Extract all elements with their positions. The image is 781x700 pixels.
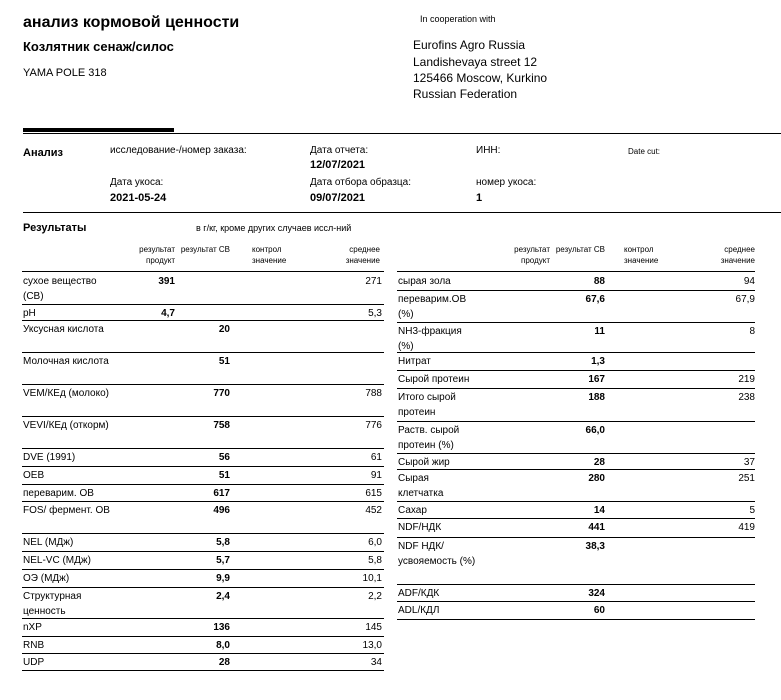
row-divider bbox=[22, 320, 384, 321]
report-subtitle: Козлятник сенаж/силос bbox=[23, 39, 174, 54]
value-average: 271 bbox=[365, 276, 382, 287]
value-dm: 441 bbox=[588, 522, 605, 533]
cut-number-label: номер укоса: bbox=[476, 177, 537, 188]
section-bar bbox=[23, 128, 174, 132]
row-divider bbox=[22, 352, 384, 353]
value-dm: 67,6 bbox=[585, 294, 605, 305]
col-header-product: результат продукт bbox=[139, 245, 175, 265]
row-label: сырая зола bbox=[398, 276, 451, 287]
row-label: OEB bbox=[23, 470, 45, 481]
cooperation-label: In cooperation with bbox=[420, 14, 496, 24]
row-label: переварим. ОВ bbox=[23, 488, 94, 499]
date-cut-label: Date cut: bbox=[628, 147, 661, 156]
value-average: 6,0 bbox=[368, 537, 382, 548]
value-dm: 51 bbox=[218, 356, 230, 367]
value-average: 34 bbox=[370, 657, 382, 668]
row-divider bbox=[397, 518, 755, 519]
row-label: ADF/КДК bbox=[398, 588, 440, 599]
col-header-control: контрол значение bbox=[252, 245, 287, 265]
row-divider bbox=[22, 636, 384, 637]
value-dm: 11 bbox=[594, 326, 605, 337]
value-average: 788 bbox=[365, 388, 382, 399]
value-average: 419 bbox=[738, 522, 755, 533]
cut-number: 1 bbox=[476, 192, 483, 204]
row-label: NEL-VC (МДж) bbox=[23, 555, 91, 566]
value-average: 238 bbox=[738, 392, 755, 403]
value-dm: 66,0 bbox=[585, 425, 605, 436]
value-dm: 56 bbox=[218, 452, 230, 463]
col-header-product: результат продукт bbox=[514, 245, 550, 265]
row-label: NEL (МДж) bbox=[23, 537, 74, 548]
value-dm: 28 bbox=[593, 457, 605, 468]
value-dm: 5,8 bbox=[216, 537, 230, 548]
row-divider bbox=[397, 601, 755, 602]
report-title: анализ кормовой ценности bbox=[23, 14, 240, 31]
col-header-average: среднее значение bbox=[720, 245, 755, 265]
harvest-date-label: Дата укоса: bbox=[110, 177, 164, 188]
value-average: 5,8 bbox=[368, 555, 382, 566]
value-dm: 51 bbox=[218, 470, 230, 481]
row-label: Молочная кислота bbox=[23, 356, 109, 367]
col-header-dm: результат СВ bbox=[555, 245, 605, 254]
value-average: 5 bbox=[749, 505, 755, 516]
value-average: 145 bbox=[365, 622, 382, 633]
value-average: 615 bbox=[365, 488, 382, 499]
row-divider bbox=[397, 453, 755, 454]
value-average: 13,0 bbox=[362, 640, 382, 651]
value-dm: 136 bbox=[213, 622, 230, 633]
row-divider bbox=[22, 304, 384, 305]
row-label: Уксусная кислота bbox=[23, 324, 104, 335]
value-dm: 5,7 bbox=[216, 555, 230, 566]
value-dm: 88 bbox=[593, 276, 605, 287]
value-average: 37 bbox=[743, 457, 755, 468]
value-dm: 14 bbox=[593, 505, 605, 516]
value-dm: 617 bbox=[213, 488, 230, 499]
row-label: VEM/КЕд (молоко) bbox=[23, 388, 109, 399]
sampling-date: 09/07/2021 bbox=[310, 192, 366, 204]
value-dm: 280 bbox=[588, 473, 605, 484]
value-product: 4,7 bbox=[161, 308, 175, 319]
row-divider bbox=[22, 653, 384, 654]
row-divider bbox=[397, 619, 755, 620]
analysis-section-label: Анализ bbox=[23, 147, 63, 159]
row-label: Итого сырой протеин bbox=[398, 392, 456, 418]
value-average: 452 bbox=[365, 505, 382, 516]
row-divider bbox=[397, 271, 755, 272]
row-divider bbox=[22, 551, 384, 552]
order-label: исследование-/номер заказа: bbox=[110, 145, 247, 156]
row-label: Структурная ценность bbox=[23, 591, 82, 617]
row-divider bbox=[22, 416, 384, 417]
row-divider bbox=[22, 670, 384, 671]
value-dm: 9,9 bbox=[216, 573, 230, 584]
col-header-control: контрол значение bbox=[624, 245, 659, 265]
cooperation-line: 125466 Moscow, Kurkino bbox=[413, 71, 548, 85]
value-dm: 2,4 bbox=[216, 591, 230, 602]
row-divider bbox=[22, 618, 384, 619]
row-divider bbox=[22, 501, 384, 502]
row-label: RNB bbox=[23, 640, 45, 651]
divider bbox=[23, 212, 781, 213]
row-divider bbox=[22, 587, 384, 588]
cooperation-line: Russian Federation bbox=[413, 87, 518, 101]
value-average: 67,9 bbox=[735, 294, 755, 305]
row-divider bbox=[397, 352, 755, 353]
report-date: 12/07/2021 bbox=[310, 159, 366, 171]
value-dm: 60 bbox=[593, 605, 605, 616]
row-divider bbox=[397, 501, 755, 502]
row-label: Раств. сырой протеин (%) bbox=[398, 425, 460, 451]
sampling-date-label: Дата отбора образца: bbox=[310, 177, 411, 188]
row-divider bbox=[22, 448, 384, 449]
row-label: сухое вещество (СВ) bbox=[23, 276, 97, 302]
row-label: Сырой протеин bbox=[398, 374, 470, 385]
row-divider bbox=[22, 533, 384, 534]
row-label: NDF НДК/усвояемость (%) bbox=[398, 541, 476, 567]
value-average: 5,3 bbox=[368, 308, 382, 319]
row-label: NDF/НДК bbox=[398, 522, 442, 533]
harvest-date: 2021-05-24 bbox=[110, 192, 167, 204]
value-average: 8 bbox=[749, 326, 755, 337]
row-label: Сырая клетчатка bbox=[398, 473, 444, 499]
row-divider bbox=[22, 484, 384, 485]
row-divider bbox=[397, 322, 755, 323]
value-average: 61 bbox=[370, 452, 382, 463]
row-label: pH bbox=[23, 308, 36, 319]
value-average: 10,1 bbox=[362, 573, 382, 584]
col-header-dm: результат СВ bbox=[180, 245, 230, 254]
value-dm: 324 bbox=[588, 588, 605, 599]
divider bbox=[23, 133, 781, 134]
row-divider bbox=[397, 370, 755, 371]
value-dm: 496 bbox=[213, 505, 230, 516]
row-divider bbox=[397, 469, 755, 470]
value-dm: 28 bbox=[218, 657, 230, 668]
value-dm: 188 bbox=[588, 392, 605, 403]
row-divider bbox=[22, 384, 384, 385]
row-label: nXP bbox=[23, 622, 42, 633]
row-divider bbox=[397, 388, 755, 389]
row-label: NH3-фракция (%) bbox=[398, 326, 462, 352]
value-average: 2,2 bbox=[368, 591, 382, 602]
row-divider bbox=[22, 569, 384, 570]
row-label: переварим.ОВ (%) bbox=[398, 294, 467, 320]
row-label: FOS/ фермент. ОВ bbox=[23, 505, 110, 516]
value-dm: 758 bbox=[213, 420, 230, 431]
value-average: 251 bbox=[738, 473, 755, 484]
row-divider bbox=[397, 537, 755, 538]
units-note: в г/кг, кроме других случаев иссл-ний bbox=[196, 223, 352, 233]
row-label: Сахар bbox=[398, 505, 427, 516]
row-label: Нитрат bbox=[398, 356, 431, 367]
results-section-label: Результаты bbox=[23, 222, 87, 234]
value-average: 91 bbox=[370, 470, 382, 481]
value-dm: 38,3 bbox=[585, 541, 605, 552]
value-average: 776 bbox=[365, 420, 382, 431]
value-dm: 167 bbox=[588, 374, 605, 385]
value-dm: 770 bbox=[213, 388, 230, 399]
inn-label: ИНН: bbox=[476, 145, 501, 156]
report-date-label: Дата отчета: bbox=[310, 145, 369, 156]
row-divider bbox=[397, 421, 755, 422]
row-divider bbox=[22, 466, 384, 467]
value-average: 219 bbox=[738, 374, 755, 385]
value-average: 94 bbox=[743, 276, 755, 287]
row-label: UDP bbox=[23, 657, 45, 668]
value-product: 391 bbox=[158, 276, 175, 287]
row-divider bbox=[22, 271, 384, 272]
col-header-average: среднее значение bbox=[345, 245, 380, 265]
value-dm: 1,3 bbox=[591, 356, 605, 367]
sample-name: YAMA POLE 318 bbox=[23, 67, 107, 79]
cooperation-line: Eurofins Agro Russia bbox=[413, 38, 526, 52]
row-label: DVE (1991) bbox=[23, 452, 76, 463]
row-divider bbox=[397, 584, 755, 585]
cooperation-line: Landishevaya street 12 bbox=[413, 55, 538, 69]
row-label: Сырой жир bbox=[398, 457, 450, 468]
value-dm: 8,0 bbox=[216, 640, 230, 651]
row-divider bbox=[397, 290, 755, 291]
row-label: VEVI/КЕд (откорм) bbox=[23, 420, 109, 431]
row-label: ADL/КДЛ bbox=[398, 605, 440, 616]
value-dm: 20 bbox=[218, 324, 230, 335]
row-label: ОЭ (МДж) bbox=[23, 573, 70, 584]
